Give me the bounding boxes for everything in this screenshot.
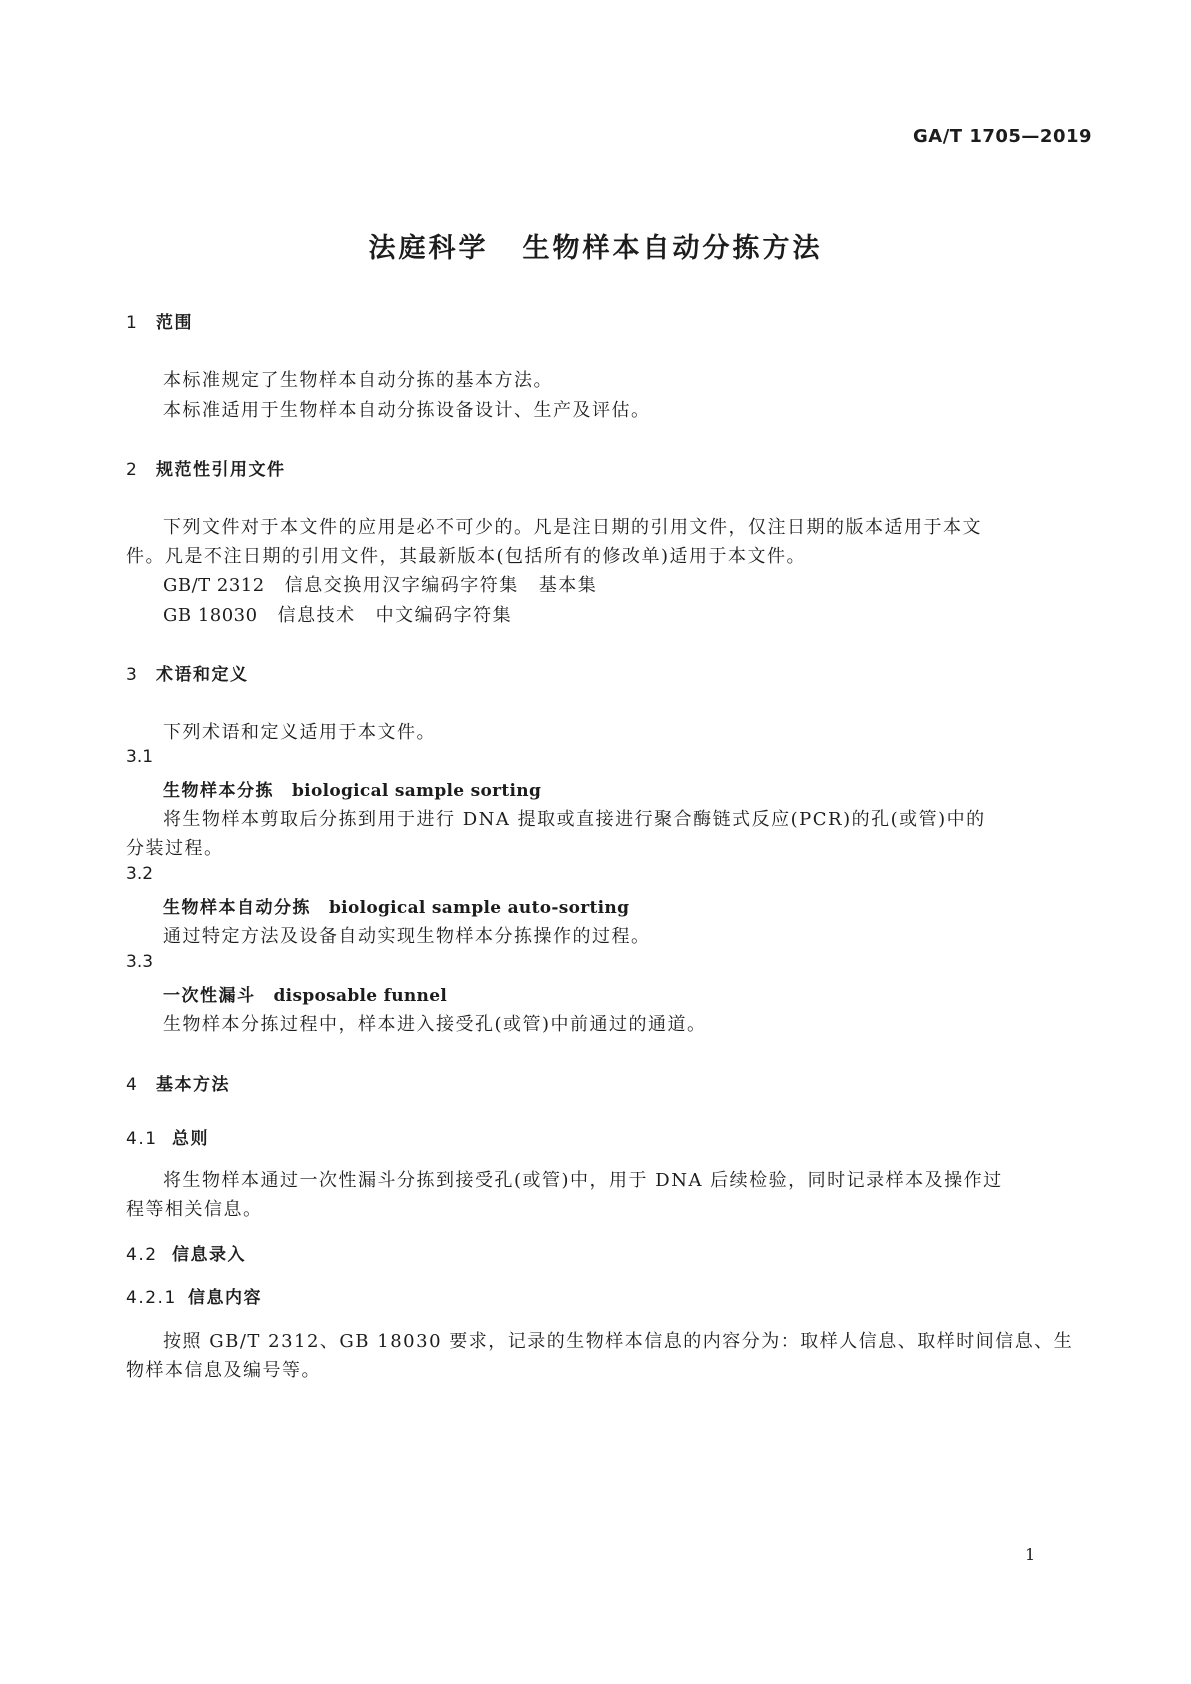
document-title: [0, 226, 1191, 265]
term-number: 3.3: [126, 952, 154, 972]
title-part-1: 法庭科学: [368, 233, 489, 264]
section-number: 4.1: [126, 1129, 158, 1149]
term-heading: [163, 981, 447, 1006]
section-3-heading: [126, 660, 249, 685]
section-number: 4.2: [126, 1245, 158, 1265]
section-2-heading: [126, 455, 286, 480]
term-number: 3.2: [126, 864, 154, 884]
reference-code: GB 18030: [163, 605, 258, 626]
term-zh: 生物样本自动分拣: [163, 898, 311, 918]
term-number: 3.1: [126, 747, 154, 767]
section-title: 范围: [156, 313, 193, 333]
subsection-4-2-1-heading: [126, 1283, 262, 1308]
standard-number: GA/T 1705—2019: [913, 126, 1093, 147]
term-definition-line-1: 生物样本分拣过程中，样本进入接受孔(或管)中前通过的通道。: [163, 1014, 707, 1035]
title-part-2: 生物样本自动分拣方法: [522, 233, 823, 264]
section-number: 1: [126, 313, 139, 333]
term-en: biological sample auto-sorting: [329, 898, 630, 918]
terms-intro: 下列术语和定义适用于本文件。: [163, 722, 436, 743]
reference-item: [163, 601, 512, 627]
general-paragraph-line-2: 程等相关信息。: [126, 1199, 263, 1220]
term-zh: 一次性漏斗: [163, 986, 256, 1006]
reference-title-a: 信息交换用汉字编码字符集: [284, 575, 519, 596]
reference-title-a: 信息技术: [277, 605, 356, 626]
normative-paragraph-line-2: 件。凡是不注日期的引用文件，其最新版本(包括所有的修改单)适用于本文件。: [126, 546, 807, 567]
general-paragraph-line-1: 将生物样本通过一次性漏斗分拣到接受孔(或管)中，用于 DNA 后续检验，同时记录样本及操作过: [163, 1170, 1003, 1191]
term-definition-line-1: 通过特定方法及设备自动实现生物样本分拣操作的过程。: [163, 926, 651, 947]
subsection-4-1-heading: [126, 1124, 209, 1149]
section-number: 4.2.1: [126, 1288, 177, 1308]
section-number: 2: [126, 460, 139, 480]
section-title: 术语和定义: [156, 665, 249, 685]
section-title: 信息内容: [188, 1288, 262, 1308]
term-definition-line-2: 分装过程。: [126, 838, 224, 859]
reference-title-b: 中文编码字符集: [375, 605, 513, 626]
section-1-heading: [126, 308, 193, 333]
reference-code: GB/T 2312: [163, 575, 265, 596]
section-title: 总则: [172, 1129, 209, 1149]
reference-item: [163, 571, 597, 597]
term-zh: 生物样本分拣: [163, 781, 274, 801]
term-en: biological sample sorting: [292, 781, 542, 801]
info-content-line-1: 按照 GB/T 2312、GB 18030 要求，记录的生物样本信息的内容分为：取样人信息、取样时间信息、生: [163, 1331, 1074, 1352]
section-title: 信息录入: [172, 1245, 246, 1265]
normative-paragraph-line-1: 下列文件对于本文件的应用是必不可少的。凡是注日期的引用文件，仅注日期的版本适用于本文: [163, 517, 982, 538]
section-4-heading: [126, 1070, 230, 1095]
section-title: 基本方法: [156, 1075, 230, 1095]
term-heading: [163, 776, 541, 801]
info-content-line-2: 物样本信息及编号等。: [126, 1360, 321, 1381]
reference-title-b: 基本集: [538, 575, 598, 596]
section-number: 3: [126, 665, 139, 685]
page-number: 1: [1025, 1545, 1036, 1564]
scope-paragraph-1: 本标准规定了生物样本自动分拣的基本方法。: [163, 370, 553, 391]
term-en: disposable funnel: [273, 986, 448, 1006]
subsection-4-2-heading: [126, 1240, 246, 1265]
section-number: 4: [126, 1075, 139, 1095]
term-heading: [163, 893, 629, 918]
term-definition-line-1: 将生物样本剪取后分拣到用于进行 DNA 提取或直接进行聚合酶链式反应(PCR)的孔(或管)中的: [163, 809, 986, 830]
section-title: 规范性引用文件: [156, 460, 286, 480]
scope-paragraph-2: 本标准适用于生物样本自动分拣设备设计、生产及评估。: [163, 400, 651, 421]
